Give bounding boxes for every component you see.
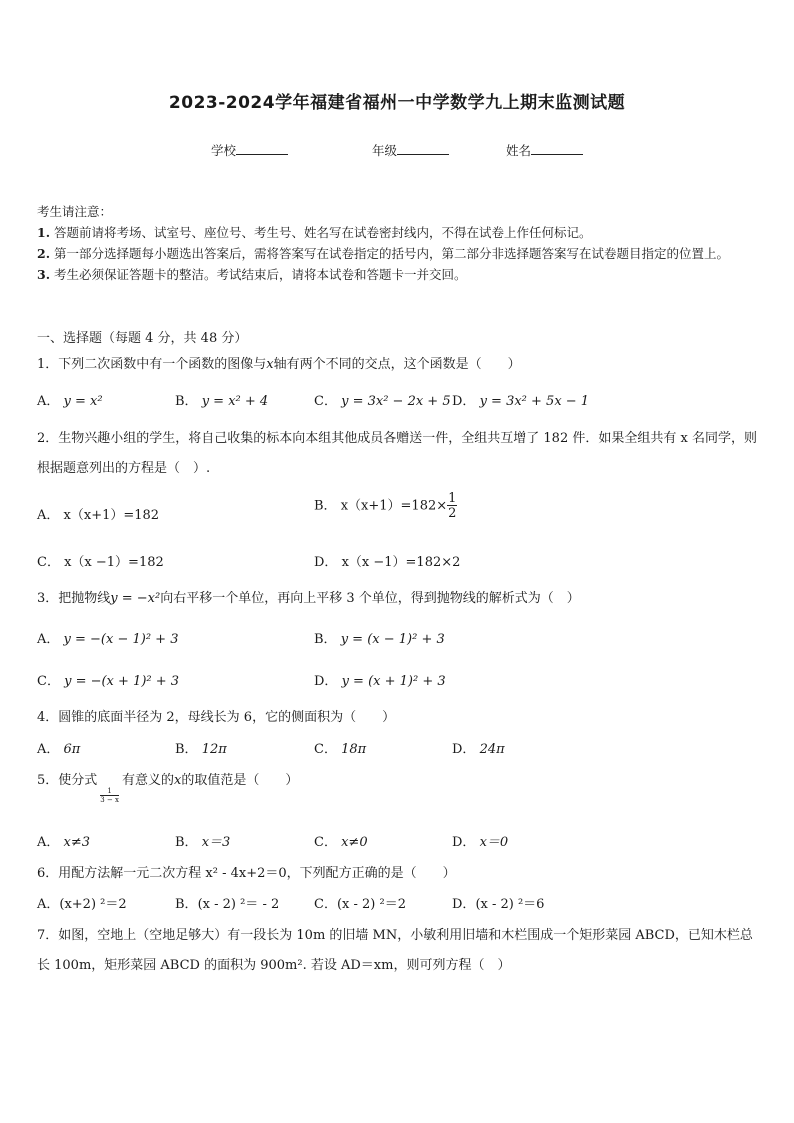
grade-blank[interactable]	[397, 142, 449, 155]
notice-item-3: 3. 考生必须保证答题卡的整洁。考试结束后，请将本试卷和答题卡一并交回。	[37, 267, 467, 282]
fraction-1-over-3-minus-x: $\frac{1}{3 - x}$	[100, 787, 119, 804]
fraction-one-half: $\frac{1}{2}$	[448, 491, 457, 521]
section-heading: 一、选择题（每题 4 分，共 48 分）	[37, 331, 248, 346]
question-4-option-a[interactable]: A． 6π	[37, 742, 81, 757]
question-2-option-c[interactable]: C． x（x −1）=182	[37, 555, 164, 570]
question-5-option-d[interactable]: D． x＝0	[452, 835, 509, 850]
question-6-option-c[interactable]: C．(x - 2) ²＝2	[314, 897, 406, 912]
question-5-stem: 5．使分式 $\frac{1}{3 - x}$ 有意义的x的取值范是（ ）	[37, 773, 299, 804]
question-1-option-b[interactable]: B． y = x² + 4	[175, 394, 269, 409]
question-6-stem: 6．用配方法解一元二次方程 x² - 4x+2＝0，下列配方正确的是（ ）	[37, 866, 456, 881]
notice-item-2: 2. 第一部分选择题每小题选出答案后，需将答案写在试卷指定的括号内，第二部分非选择题答案写在试卷题目指定的位置上。	[37, 246, 730, 261]
question-2-stem: 2．生物兴趣小组的学生，将自己收集的标本向本组其他成员各赠送一件，全组共互增了 182 件．如果全组共有 x 名同学，则根据题意列出的方程是（ ）.	[37, 431, 757, 476]
question-3-stem: 3．把抛物线y = −x²向右平移一个单位，再向上平移 3 个单位，得到抛物线的解析式为（ ）	[37, 591, 580, 606]
question-4-option-b[interactable]: B． 12π	[175, 742, 227, 757]
question-6-option-b[interactable]: B．(x - 2) ²＝ - 2	[175, 897, 280, 912]
question-5-option-b[interactable]: B． x＝3	[175, 835, 231, 850]
question-4-option-d[interactable]: D． 24π	[452, 742, 505, 757]
name-field[interactable]	[506, 141, 583, 159]
school-label: 学校	[211, 143, 237, 158]
question-3-option-b[interactable]: B． y = (x − 1)² + 3	[314, 632, 445, 647]
notice-item-1: 1. 答题前请将考场、试室号、座位号、考生号、姓名写在试卷密封线内，不得在试卷上作任何标记。	[37, 225, 592, 240]
question-4-stem: 4．圆锥的底面半径为 2，母线长为 6，它的侧面积为（ ）	[37, 710, 396, 725]
question-1-option-c[interactable]: C． y = 3x² − 2x + 5	[314, 394, 451, 409]
grade-field[interactable]	[372, 141, 449, 159]
name-label: 姓名	[506, 143, 532, 158]
grade-label: 年级	[372, 143, 398, 158]
question-5-option-c[interactable]: C． x≠0	[314, 835, 368, 850]
name-blank[interactable]	[531, 142, 583, 155]
question-5-option-a[interactable]: A． x≠3	[37, 835, 91, 850]
school-blank[interactable]	[236, 142, 288, 155]
question-3-option-a[interactable]: A． y = −(x − 1)² + 3	[37, 632, 179, 647]
question-6-option-a[interactable]: A．(x+2) ²＝2	[37, 897, 127, 912]
question-6-option-d[interactable]: D．(x - 2) ²＝6	[452, 897, 545, 912]
question-2-option-d[interactable]: D． x（x −1）=182×2	[314, 555, 461, 570]
school-field[interactable]	[211, 141, 288, 159]
question-2-option-a[interactable]: A． x（x+1）=182	[37, 508, 160, 523]
notice-block	[37, 201, 759, 285]
question-2-option-b[interactable]: B． x（x+1）=182× $\frac{1}{2}$	[314, 491, 457, 521]
question-4-option-c[interactable]: C． 18π	[314, 742, 367, 757]
question-7-stem: 7．如图，空地上（空地足够大）有一段长为 10m 的旧墙 MN，小敏利用旧墙和木栏围成一个矩形菜园 ABCD，已知木栏总长 100m，矩形菜园 ABCD 的面积为 900m². 若设 AD＝xm，则可列方程（ ）	[37, 928, 753, 973]
question-1-option-d[interactable]: D． y = 3x² + 5x − 1	[452, 394, 590, 409]
student-info-row	[0, 141, 794, 161]
question-1-stem: 1．下列二次函数中有一个函数的图像与x轴有两个不同的交点，这个函数是（ ）	[37, 357, 521, 372]
page-title: 2023-2024学年福建省福州一中学数学九上期末监测试题	[168, 93, 626, 113]
question-3-option-c[interactable]: C． y = −(x + 1)² + 3	[37, 674, 180, 689]
question-3-option-d[interactable]: D． y = (x + 1)² + 3	[314, 674, 446, 689]
notice-heading: 考生请注意：	[37, 204, 113, 219]
question-1-option-a[interactable]: A． y = x²	[37, 394, 103, 409]
